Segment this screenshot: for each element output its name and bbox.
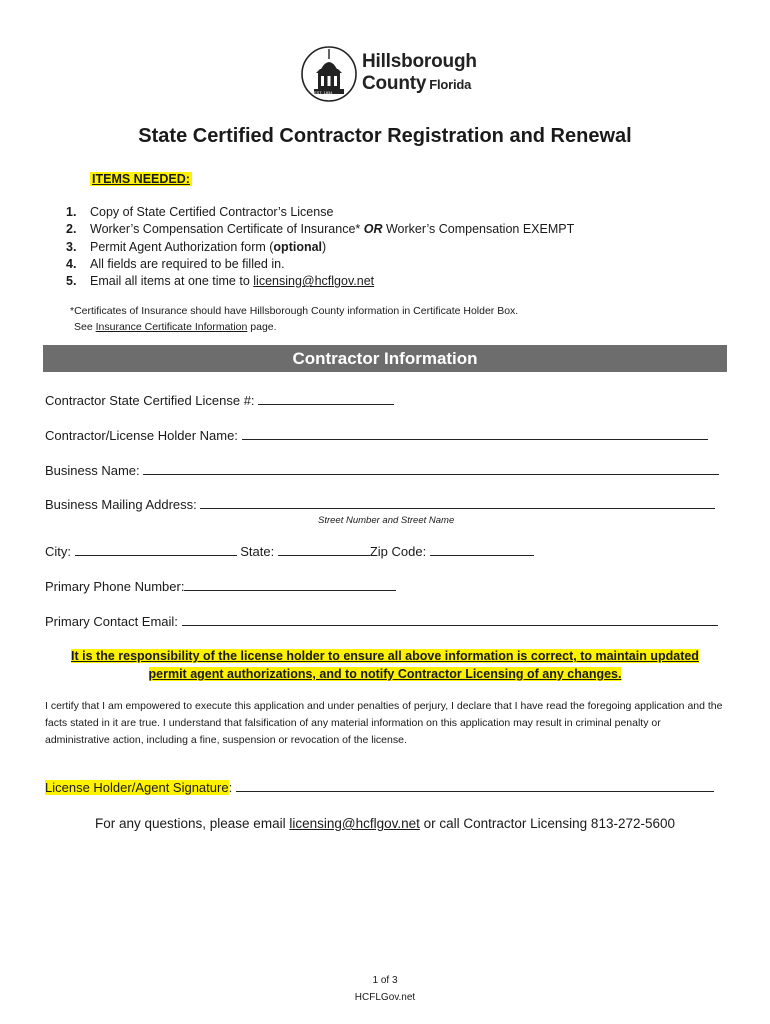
license-number-field[interactable] [45, 392, 394, 408]
list-item [60, 273, 574, 290]
insurance-note [70, 303, 518, 335]
item-text: Worker’s Compensation Certificate of Insurance* [90, 222, 364, 237]
questions-email-link[interactable]: licensing@hcflgov.net [289, 816, 420, 831]
item-number: 1. [66, 205, 77, 219]
page-number: 1 of 3 [372, 975, 398, 986]
page-text: page. [247, 321, 277, 333]
item-text: Worker’s Compensation EXEMPT [382, 222, 575, 237]
list-item [60, 221, 574, 238]
certification-statement: I certify that I am empowered to execute this application and under penalties of perjury, I declare that I have read the foregoing application and the facts stated in it are true. I understand that falsification of any material information on this application may result in criminal penalty or administrative action, including a fine, suspension or revocation of the license. [45, 700, 723, 746]
list-item [60, 204, 574, 221]
city-label: City: [45, 544, 71, 559]
item-number: 5. [66, 274, 77, 289]
city-state-zip-field[interactable] [45, 543, 534, 559]
item-text: All fields are required to be filled in. [90, 256, 285, 271]
item-text: Permit Agent Authorization form ( [90, 239, 274, 254]
page-title: State Certified Contractor Registration and Renewal [138, 125, 632, 147]
questions-text: For any questions, please email [94, 816, 290, 831]
items-needed-list [60, 204, 574, 290]
holder-name-line[interactable] [242, 427, 708, 440]
business-name-label: Business Name: [45, 463, 140, 478]
signature-field[interactable] [45, 779, 714, 795]
zip-line[interactable] [430, 543, 534, 556]
business-name-field[interactable] [45, 462, 719, 478]
business-name-line[interactable] [143, 462, 719, 475]
insurance-note-see [70, 319, 518, 335]
county-logo [300, 45, 490, 107]
signature-label: License Holder/Agent Signature [45, 780, 229, 795]
holder-name-label: Contractor/License Holder Name: [45, 428, 238, 443]
list-item [60, 239, 574, 256]
logo-established-text: EST. 1834 [314, 90, 333, 95]
footer-site: HCFLGov.net [354, 992, 416, 1003]
email-line[interactable] [182, 613, 718, 626]
license-number-label: Contractor State Certified License #: [45, 393, 255, 408]
email-label: Primary Contact Email: [45, 614, 178, 629]
phone-field[interactable] [45, 578, 396, 594]
license-number-line[interactable] [258, 392, 394, 405]
signature-line[interactable] [236, 779, 714, 792]
street-hint: Street Number and Street Name [318, 515, 455, 526]
mailing-address-field[interactable] [45, 496, 715, 512]
logo-county [362, 73, 471, 95]
licensing-email-link[interactable]: licensing@hcflgov.net [253, 274, 375, 289]
list-item [60, 256, 574, 273]
questions-phone-text: or call Contractor Licensing 813-272-5600 [419, 816, 676, 831]
city-line[interactable] [75, 543, 237, 556]
holder-name-field[interactable] [45, 427, 708, 443]
item-text: Email all items at one time to [90, 274, 254, 289]
responsibility-line: It is the responsibility of the license holder to ensure all above information is correct, to maintain updated [71, 649, 699, 663]
state-line[interactable] [278, 543, 370, 556]
see-text: See [74, 321, 96, 333]
items-needed-heading: ITEMS NEEDED: [92, 172, 190, 186]
mailing-address-label: Business Mailing Address: [45, 497, 197, 512]
item-text: ) [322, 239, 327, 254]
item-number: 4. [66, 256, 77, 271]
logo-florida: Florida [429, 77, 472, 92]
item-emphasis: OR [363, 222, 383, 237]
insurance-note-line: *Certificates of Insurance should have Hillsborough County information in Certificate Holder Box. [70, 305, 519, 317]
email-field[interactable] [45, 613, 718, 629]
phone-label: Primary Phone Number: [45, 579, 185, 594]
item-emphasis: optional [273, 239, 323, 254]
logo-county-word: County [362, 73, 427, 94]
item-text: Copy of State Certified Contractor’s License [90, 205, 334, 219]
responsibility-line: permit agent authorizations, and to notify Contractor Licensing of any changes. [148, 667, 622, 681]
phone-line[interactable] [184, 578, 396, 591]
zip-label: Zip Code: [369, 544, 427, 559]
item-number: 2. [66, 222, 77, 237]
item-number: 3. [66, 239, 77, 254]
logo-hillsborough: Hillsborough [362, 51, 477, 72]
signature-colon: : [228, 780, 233, 795]
contractor-information-header: Contractor Information [43, 345, 727, 372]
responsibility-notice [43, 647, 727, 683]
insurance-certificate-link[interactable]: Insurance Certificate Information [95, 321, 248, 333]
mailing-address-line[interactable] [200, 496, 715, 509]
contact-questions [0, 816, 770, 831]
state-label: State: [240, 544, 275, 559]
